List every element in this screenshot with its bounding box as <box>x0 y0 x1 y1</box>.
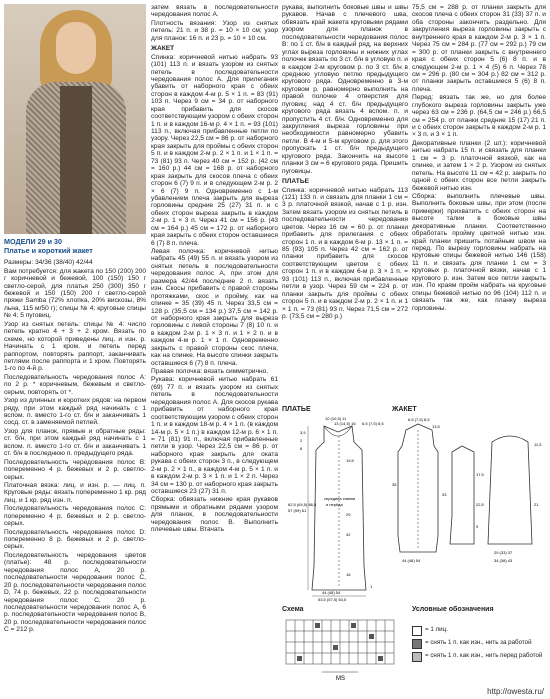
dress-schematic <box>282 416 390 602</box>
jdim-33: 33 <box>442 492 447 497</box>
jdim-35: 35 <box>392 482 397 487</box>
chart-label: Схема <box>282 606 304 613</box>
model-face <box>56 22 96 74</box>
dim-top-c: 6,5 (7,5) 8,5 <box>362 421 384 426</box>
text-column-4 <box>412 4 546 313</box>
dress-heading: ПЛАТЬЕ <box>282 178 309 186</box>
model-subtitle: Платье и короткий жакет <box>4 246 93 256</box>
pattern-rows: Узор из длинных и коротких рядов: на первом ряду, при этом каждый ряд начинать с 1 вспом. п. вместо 1-го ст. б/н и заканчивать 1 сосд. ст. в заменяемой петлей. <box>4 397 146 427</box>
stripes-d: Последовательность чередования полос D: попеременно 8 р. бежевых и 2 р. светло-серых. <box>4 528 146 551</box>
jdim-21: 21 <box>534 502 539 507</box>
ms-label: MS <box>336 676 345 682</box>
dim-top-b: 13 (14,5) 16 <box>334 421 356 426</box>
jdim-w-sleeve: 34 (38) 43 <box>494 558 513 563</box>
jacket-left-front: Левая полочка: коричневой нитью набрать 45 (49) 55 п. и вязать узором из снятых петель в последовательности чередования полос А, при этом для размера 42/44 последние 2 п. вязать изн. Скосы прибавить с правой стороны протяжками, скос и пройму, как на спинке = 35 (39) 45 п. Через 33,5 см = 128 р. (35,5 см = 134 р.) 37,5 см = 142 р. от наборного края закрыть для выреза горловины с левой стороны 7 (8) 10 п. и в каждом 2-м р. 1 × 3 п. и 1 × 2 п. и в каждом 4-м р. 1 × 1 п. Одновременно закрыть с правой стороны скос плеча, как на спинке. На высоте спинки закрыть оставшиеся 6 (7) 8 п. плеча. <box>151 248 278 367</box>
jacket-assembly: Сборка: обвязать нижние края рукавов прямыми и обратными рядами узором для планок, в последовательности чередования полос В. Выполнить плечевые швы. Втачать <box>151 496 278 534</box>
color-sequence: Последовательность чередования цветов (платье): 48 р. последовательности чередования полос А, 20 р. последовательности чередования полос С, 20 р. последовательности чередования полос D, 74 р. бежевых, 22 р. последовательности чередования полос С, 20 р. последовательности чередования полос А, 6 р. последовательности чередования полос В, 20 р. последовательности чередования полос С = 212 р. <box>4 551 146 634</box>
jdim-17: 17,5 <box>476 472 484 477</box>
sleeve-outline <box>488 436 532 544</box>
dim-width2: 44 (48) 54 <box>322 590 341 595</box>
footer-url: http://owesta.ru/ <box>487 687 544 696</box>
jdim-w-jacket: 44 (48) 54 <box>402 558 421 563</box>
dim-29: 29 <box>346 512 351 517</box>
stripes-b: Последовательность чередования полос В: попеременно 4 р. бежевых и 2 р. светло-серых. <box>4 458 146 481</box>
pattern-bands: Узор для планок, прямые и обратные ряды: ст. б/н, при этом каждый ряд начинать с 1 вспом. п. вместо 1-го ст. б/н и заканчивать 1 ст. б/н в последнюю п. предыдущего ряда. <box>4 427 146 458</box>
col2-intro: затем вязать в последовательности чередования полос А. <box>151 4 278 19</box>
materials: Вам потребуется: для жакета по 150 (200) 200 г коричневой и бежевой, 100 (150) 150 г светло-серой, для платья 250 (300) 350 г бежевой и 150 (150) 200 г светло-серой пряжи Samba (72% хлопка, 20% вискозы, 8% льна, 115 м/50 г); спицы № 4; круговые спицы № 4; 5 пуговиц. <box>4 267 146 320</box>
jdim-w-sleeve2: 29 (33) 37 <box>494 550 513 555</box>
garter-stitch: Платочная вязка: лиц. и изн. р. — лиц. п. Круговые ряды: вязать попеременно 1 кр. ряд лиц. и 1 кр. ряд изн. п. <box>4 481 146 504</box>
jdim-top-a: 6,5 (7,5) 8,5 <box>408 417 430 422</box>
dim-left-3: 6 <box>300 446 303 451</box>
jacket-assembly-cont: рукава, выполнить боковые швы и швы рукавов. Начав с плечевого шва, обвязать край жакета круговыми рядами узором для планок в последовательности чередования полос В: по 1 ст. б/н в каждый ряд, на верхних углах выреза горловины и нижних углах полочек вязать по 3 ст. б/н в угловую п. и в каждом 2-м круговом р. по 3 ст. б/н в среднюю угловую петлю предыдущего кругового ряда. Одновременно в 3-м круговом р. равномерно выполнить на правой полочке 4 отверстия для пуговиц: над 4 ст. б/н предыдущего кругового ряда вязать 4 вспом. п. и пропустить 4 ст. б/н. Одновременно для закругления выреза горловины при необходимости равномерно убавить петли. В 4-м и 5-м круговом р. для этого пропускать 1 ст. б/н предыдущего кругового ряда. Закончить на высоте планки 3 см = 6 кругового ряда. Пришить пуговицы. <box>282 4 408 175</box>
decorative-bands: Декоративные планки (2 шт.): коричневой нитью набрать 15 п. и связать для планки 1 см = 3 р. платочной вязкой, как на спинке, и затем 1 × 2 р. Узором из снятых петель. На высоте 11 см = 42 р. закрыть по одной с обеих сторон все петли закрыть бежевой нитью изн. <box>412 139 546 192</box>
legend-item-1: = 1 лиц. <box>412 626 546 636</box>
dim-mid: 19,5 <box>346 458 354 463</box>
legend-item-3: = снять 1 п. как изн., нить перед работой <box>412 652 546 662</box>
jacket-front-outline <box>450 446 474 544</box>
gauge: Плотность вязания: Узор из снятых петель: 21 п. и 38 р. = 10 × 10 см; узор для планок: 16 п. и 23 р. = 10 × 10 см. <box>151 19 278 42</box>
stripes-a: Последовательность чередования полос А: по 2 р. * коричневым, бежевым и светло-серым, повторять от *. <box>4 373 146 396</box>
text-column-3 <box>282 4 408 321</box>
model-dress <box>60 86 92 234</box>
pattern-slip: Узор из снятых петель: спицы № 4: число петель кратно 4 + 3 + 2 кром. Вязать по схеме, но которой приведены лиц. и изн. р. Начинать с 1 кром. и петель перед раппортом, повторять раппорт, заканчивать петлями после раппорта и 1 кром. Повторять 1-го по 4-й р. <box>4 320 146 373</box>
stitch-chart <box>282 616 408 686</box>
jacket-right-front: Правая полочка: вязать симметрично. <box>151 368 269 375</box>
dress-diagram-label: ПЛАТЬЕ <box>282 406 311 413</box>
legend <box>412 626 546 662</box>
slip-front-icon <box>412 652 422 662</box>
model-photo <box>4 4 146 234</box>
dim-42: 42 <box>346 532 351 537</box>
dim-big2: 57 (59) 61 <box>288 508 307 513</box>
dress-front: Перед: вязать так же, но для более глубокого выреза горловины закрыть уже через 63 см = 236 р. (64,5 см = 246 р.) 66,5 см = 254 р. от планки средние 15 (17) 21 п. и с обеих сторон закрыть в каждом 2-м р. 1 × 3 п. и 3 × 1 п. <box>412 94 546 139</box>
dim-left-2: 2 <box>300 438 303 443</box>
dim-inner-lbl2: и перёда <box>326 502 343 507</box>
dress-assembly: Сборка: выполнить плечевые швы. Выполнить боковые швы, при этом (после примерки) прихватить с обеих сторон на высоте талии в боковые швы декоративные планки. Соответственно обработать пройму цветной нитью изн. край планки пришить потайным швом на перед. По вырезу горловины набрать на круговые спицы бежевой нитью 146 (158) 11 п. и связать для планки 1 см = 3 круговых р. платочной вязки, начав с 1 кругового р. изн. Затем все петли закрыть изн. По краям пройм набрать на круговые спицы бежевой нитью по 96 (104) 112 п. и связать так же, как планку выреза горловины. <box>412 192 546 312</box>
dim-inner-lbl: середина спинки <box>324 496 356 501</box>
jacket-schematic <box>392 416 546 602</box>
dim-top-a: 10 (10,5) 11 <box>325 416 347 421</box>
jacket-sleeves: Рукава: коричневой нитью набрать 61 (69) 77 п. и вязать узором из снятых петель в последовательности чередования полос А. Для скосов рукава прибавить от наборного края соответствующим узором с обеих сторон 1 п. и в каждом 18-м р. 4 × 1 п. (в каждом 14-м р. 5 × 1 п.) в каждом 12-м р. 6 × 1 п. = 71 (81) 91 п., включая прибавленные петли в узор. Через 22,5 см = 86 р. от наборного края закрыть для оката рукава с обеих сторон 3 п., в следующем 2-м р. 2 × 1 п., в каждом 4-м р. 5 × 1 п. и в каждом 2-м р. 3 × 1 п. и 1 × 2 п. Через 34 см = 130 р. от наборного края закрыть оставшиеся 23 (27) 31 п. <box>151 376 278 495</box>
text-column-1 <box>4 238 146 635</box>
jdim-11: 11,5 <box>534 442 542 447</box>
knit-icon <box>412 626 422 636</box>
stripes-c: Последовательность чередования полос С: попеременно 4 р. бежевых и 2 р. светло-серых. <box>4 505 146 528</box>
jacket-back: Спинка: коричневой нитью набрать 93 (101) 113 п. и вязать узором из снятых петель в последовательности чередования полос А. Для прилегания убавить от наборного края с обеих сторон в каждом 4-м р. 5 × 1 п. = 83 (91) 103 п. Через 9 см = 34 р. от наборного края прибавить для скосов соответствующим узором с обеих сторон 1 п. и в каждом 16-м р. 4 × 1 п. = 93 (101) 113 п., включая прибавленные петли по узору. Через 22,5 см = 86 р. от наборного края закрыть для проймы с обеих сторон 5 п. и в каждом 2-м р. 2 × 1 п. и 1 × 1 п. = 73 (81) 93 п. Через 40 см = 152 р. (42 см = 160 р.) 44 см = 168 р. от наборного края закрыть для скосов плеча с обеих сторон 6 (7) 9 п. и в следующем 2-м р. 2 × 6 (7) 9 п. Одновременно с 1-м убавлением плеча закрыть для выреза горловины средние 25 (27) 31 п. и с обеих сторон выреза закрыть в каждом 2-м р. 1 × 3 п. Через 41 см = 156 р. (43 см = 164 р.) 45 см = 172 р. от наборного края закрыть с обеих сторон оставшиеся 6 (7) 8 п. плеча. <box>151 53 278 247</box>
model-title: МОДЕЛИ 29 и 30 <box>4 237 63 246</box>
dim-width: 53,5 (57,5) 63,5 <box>318 597 347 602</box>
chart-grid <box>286 620 394 664</box>
legend-label: Условные обозначения <box>412 606 494 613</box>
legend-item-2: = снять 1 п. как изн., нить за работой <box>412 639 546 649</box>
slip-back-icon <box>412 639 422 649</box>
dim-big: 62,5 (64,5) 66,5 <box>288 502 317 507</box>
sizes: Размеры: 34/36 (38/40) 42/44 <box>4 259 93 267</box>
dim-left-1: 3,5 <box>300 430 306 435</box>
jdim-top-b: 13,5 <box>432 424 440 429</box>
dress-back: Спинка: коричневой нитью набрать 113 (121) 133 п. и связать для планки 1 см = 3 р. платочной вязкой, начав с 1 р. изн. Затем вязать узором из снятых петель в последовательности чередования цветов. Через 16 см = 60 р. от планки прибавить для прилегания с обеих сторон 1 п. и в каждом 6-м р. 13 × 1 п. = 85 (93) 105 п. Через 42 см = 162 р. от планки прибавить для скосов соответствующим цветом с обеих сторон 1 п. и в каждом 6-м р. 3 × 1 п. = 93 (101) 113 п., включая прибавленные петли в узор. Через 59 см = 224 р. от планки закрыть для проймы с обеих сторон 5 п. и в каждом 2-м р. 2 × 1 п. и 1 × 1 п. = 73 (81) 93 п. Через 71,5 см = 272 р. (73,5 см = 280 р.) <box>282 186 408 320</box>
jdim-22: 22,5 <box>476 502 484 507</box>
dress-back-cont: 75,5 см = 288 р. от планки закрыть для скосов плеча с обеих сторон 31 (33) 37 п. и оба стороны закончить раздельно. Для закругления выреза горловины закрыть с внутреннего края в каждом 2-м р. 3 × 1 п. Через 75 см = 284 р. (77 см = 292 р.) 79 см = 300 р. от планки закрыть с внутреннего края с обеих сторон 5 (6) 8 п. и в следующем 2-м р. 1 × 4 (5) 6 п. Через 78 см = 296 р. (80 см = 304 р.) 82 см = 312 р. от планки закрыть оставшиеся 5 (6) 8 п. плеча. <box>412 4 546 93</box>
dim-1: 1 <box>370 584 373 589</box>
jacket-heading: ЖАКЕТ <box>151 45 175 53</box>
jacket-diagram-label: ЖАКЕТ <box>392 406 417 413</box>
dim-16: 16 <box>346 572 351 577</box>
text-column-2 <box>151 4 278 535</box>
jdim-9: 9 <box>476 524 479 529</box>
